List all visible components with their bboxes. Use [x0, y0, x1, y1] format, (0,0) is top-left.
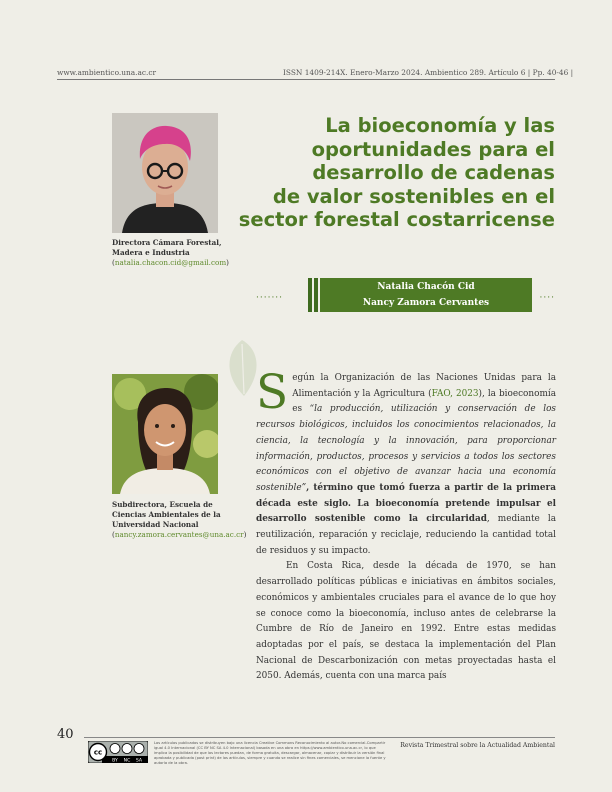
header-rule [57, 79, 555, 80]
banner-bar [314, 278, 318, 312]
author-bio-natalia [112, 238, 229, 268]
footer-rule [84, 737, 555, 738]
article-body [256, 365, 556, 685]
email-paren-open: ( [112, 258, 115, 267]
author-banner [256, 278, 555, 312]
cc-nc-label: NC [123, 758, 131, 763]
cc-sa-label: SA [135, 758, 143, 763]
title-line: La bioeconomía y las [325, 114, 555, 137]
author-photo-nancy [112, 374, 218, 494]
journal-name: Revista Trimestral sobre la Actualidad Ambiental [400, 742, 555, 749]
cc-license-icon[interactable] [88, 741, 148, 763]
banner-bar [308, 278, 312, 312]
cc-symbol: cc [93, 748, 103, 757]
p1-text-c: , mediante la reutilización, reparación y reciclaje, reduciendo la cantidad total de residuos y su impacto. [256, 514, 556, 556]
author-photo-natalia [112, 113, 218, 233]
dropcap-letter: S [256, 365, 289, 420]
title-line: desarrollo de cadenas [312, 161, 555, 184]
paragraph-1 [256, 365, 556, 559]
license-notice: Los artículos publicados se distribuyen bajo una licencia Creative Commons Reconocimiento al autor-No comercial-Compartir igual 4.0 Internacional (CC BY NC SA 4.0 Internacional) basada en una obra en https://www.ambientico.una.ac.cr, lo que implica la posibilidad de que los lectores puedan, de forma gratuita, descargar, almacenar, copiar y distribuir la versión final aprobada y publicada (post print) de los artículos, siempre y cuando se realice sin fines comerciales, se mencione la fuente y autoría de la obra. [154, 741, 386, 765]
email-paren-open: ( [112, 530, 115, 539]
author-name: Nancy Zamora Cervantes [362, 298, 490, 308]
p1-bold-text: , término que tomó fuerza a partir de la primera década este siglo. La bioeconomía pretende impulsar el desarrollo sostenible como la circularidad [256, 482, 556, 525]
p1-text-a: egún la Organización de las Naciones Unidas para la Alimentación y la Agricultura ( [292, 373, 556, 399]
paragraph-2: En Costa Rica, desde la década de 1970, se han desarrollado políticas públicas e iniciativas en ámbitos sociales, económicos y ambientales cruciales para el avance de lo que hoy se conoce como la bioeconomía, incluso antes de celebrarse la Cumbre de Río de Janeiro en 1992. Entre estas medidas adoptadas por el país, se destaca la implementación del Plan Nacional de Descarbonización con metas proyectadas hasta el 2050. Además, cuenta con una marca país [256, 561, 556, 682]
citation-link[interactable]: FAO, 2023 [431, 388, 479, 399]
p1-text-b: ), la bioeconomía es [292, 388, 556, 415]
article-title [235, 114, 555, 232]
author-email-link[interactable]: nancy.zamora.cervantes@una.ac.cr [114, 530, 244, 539]
title-line: oportunidades para el [311, 137, 555, 161]
email-paren-close: ) [243, 530, 247, 539]
page-number: 40 [57, 727, 74, 742]
author-role: Directora Cámara Forestal, Madera e Industria [112, 238, 222, 257]
title-line: de valor sostenibles en el [272, 184, 555, 208]
author-name: Natalia Chacón Cid [377, 282, 475, 292]
header-website[interactable]: www.ambientico.una.ac.cr [57, 68, 157, 77]
header-issn: ISSN 1409-214X. Enero-Marzo 2024. Ambientico 289. Artículo 6 | Pp. 40-46 | [283, 68, 574, 77]
divider-dots-right: ···· [539, 293, 555, 303]
author-email-link[interactable]: natalia.chacon.cid@gmail.com [114, 258, 227, 267]
cc-by-label: BY [112, 758, 118, 763]
author-role: Subdirectora, Escuela de Ciencias Ambientales de la Universidad Nacional [112, 500, 221, 529]
title-line: sector forestal costarricense [238, 208, 555, 231]
divider-dots-left: ······· [256, 293, 284, 303]
definition-quote: “la producción, utilización y conservación de los recursos biológicos, incluidos los conocimientos relacionados, la ciencia, la tecnología y la innovación, para proporcionar información, productos, procesos y servicios a todos los sectores económicos con el objetivo de avanzar hacia una economía sostenible” [256, 404, 556, 493]
email-paren-close: ) [226, 258, 229, 267]
author-bio-nancy [112, 500, 247, 540]
author-names-box [320, 278, 532, 312]
